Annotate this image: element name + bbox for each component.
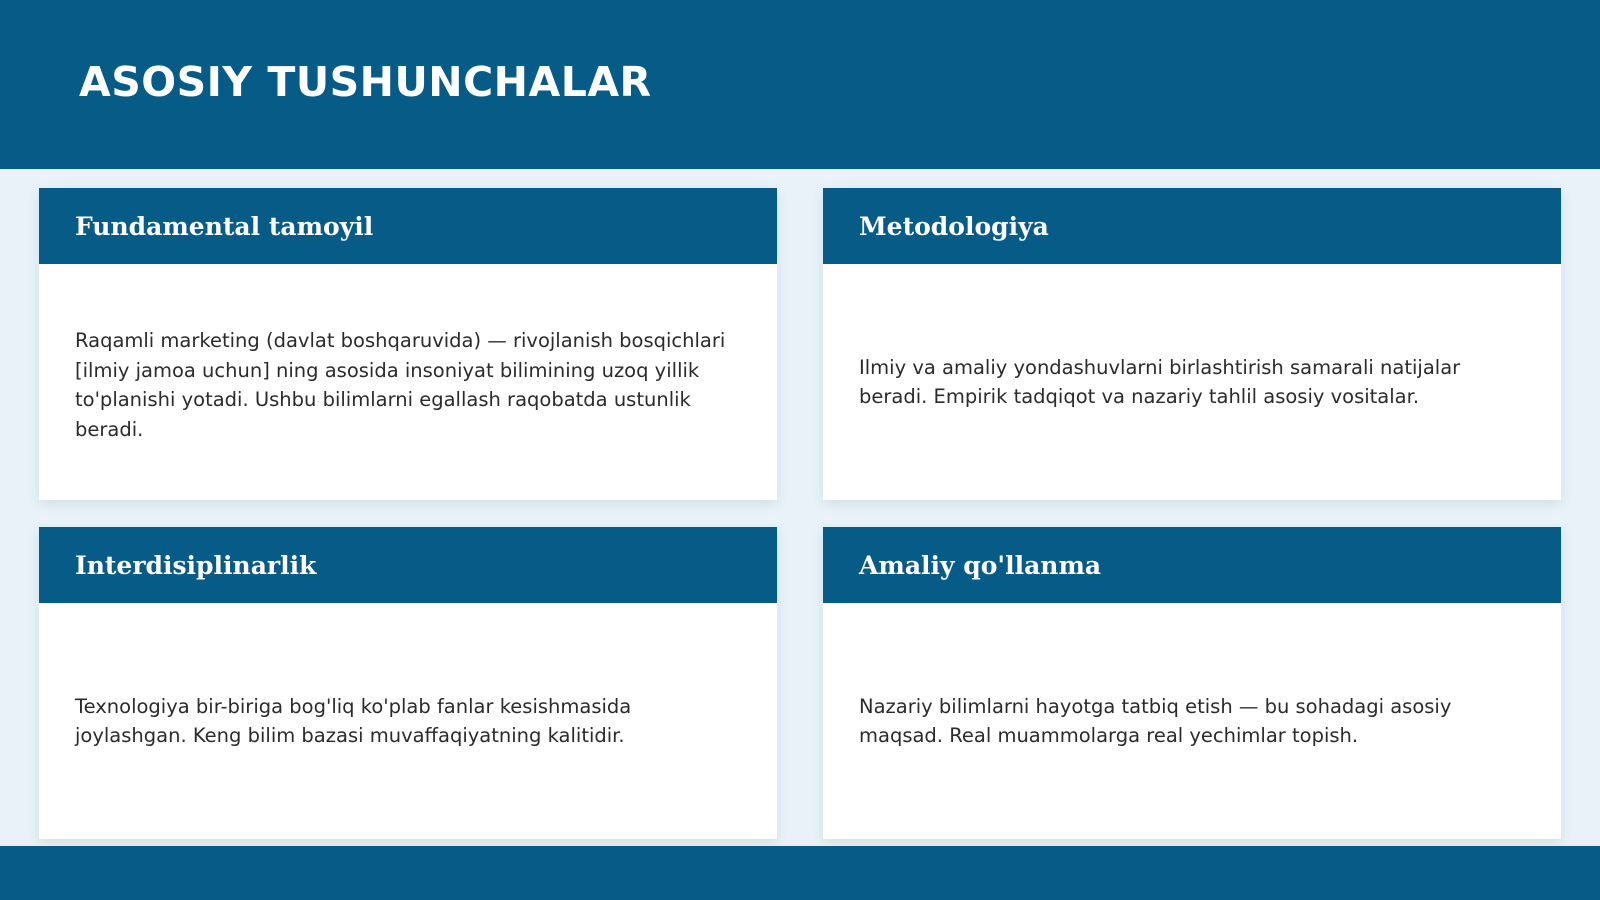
card-title: Amaliy qo'llanma bbox=[859, 550, 1102, 580]
card-body bbox=[39, 603, 777, 839]
card-metodologiya bbox=[823, 188, 1561, 500]
card-title: Fundamental tamoyil bbox=[75, 211, 374, 241]
card-text: Texnologiya bir-biriga bog'liq ko'plab fanlar kesishmasida joylashgan. Keng bilim bazasi muvaffaqiyatning kalitidir. bbox=[75, 694, 632, 747]
page-title: ASOSIY TUSHUNCHALAR bbox=[79, 58, 652, 106]
card-text: Ilmiy va amaliy yondashuvlarni birlashtirish samarali natijalar beradi. Empirik tadqiqot va nazariy tahlil asosiy vositalar. bbox=[859, 355, 1461, 408]
header-bar bbox=[0, 0, 1600, 169]
card-amaliy-qollanma bbox=[823, 527, 1561, 839]
card-body bbox=[39, 264, 777, 500]
card-interdisiplinarlik bbox=[39, 527, 777, 839]
card-title: Metodologiya bbox=[859, 211, 1049, 241]
card-text: Nazariy bilimlarni hayotga tatbiq etish — bu sohadagi asosiy maqsad. Real muammolarga real yechimlar topish. bbox=[859, 694, 1452, 747]
card-body bbox=[823, 603, 1561, 839]
card-header bbox=[39, 188, 777, 264]
footer-bar bbox=[0, 846, 1600, 900]
card-fundamental-tamoyil bbox=[39, 188, 777, 500]
card-header bbox=[823, 527, 1561, 603]
card-header bbox=[39, 527, 777, 603]
card-body bbox=[823, 264, 1561, 500]
card-title: Interdisiplinarlik bbox=[75, 550, 317, 580]
card-header bbox=[823, 188, 1561, 264]
card-text: Raqamli marketing (davlat boshqaruvida) — rivojlanish bosqichlari [ilmiy jamoa uchun] ning asosida insoniyat bilimining uzoq yillik to'planishi yotadi. Ushbu bilimlarni egallash raqobatda ustunlik beradi. bbox=[75, 329, 726, 441]
